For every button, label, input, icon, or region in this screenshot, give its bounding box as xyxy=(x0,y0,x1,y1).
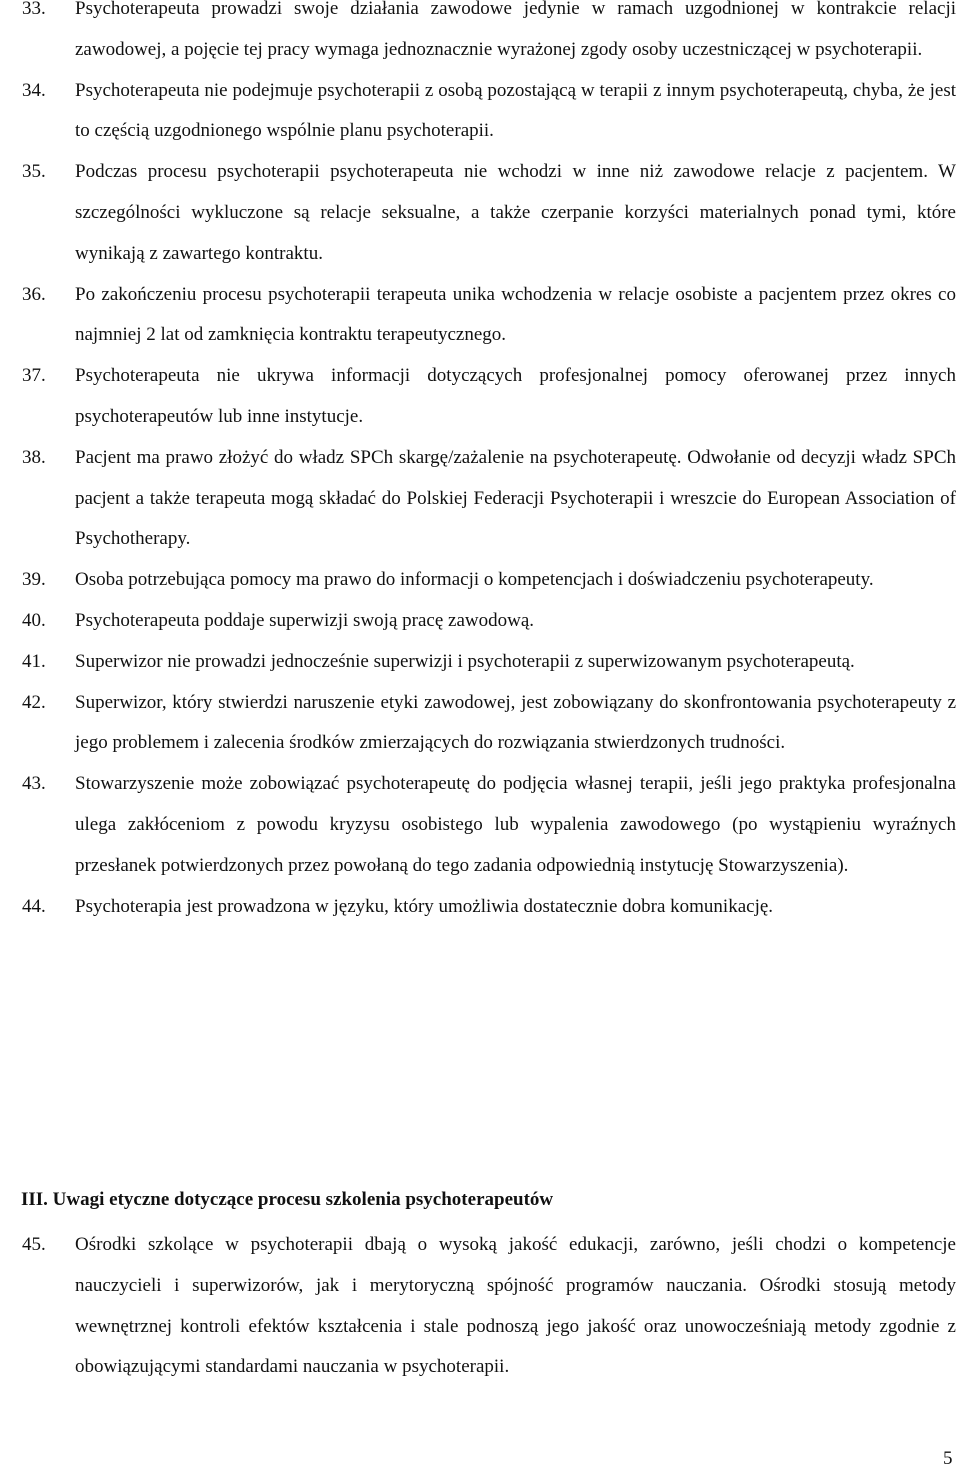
list-item xyxy=(0,560,960,601)
list-item xyxy=(0,764,960,886)
numbered-list-section-3 xyxy=(0,1225,960,1388)
page-number: 5 xyxy=(943,1448,953,1469)
list-item xyxy=(0,356,960,438)
list-item xyxy=(0,152,960,274)
item-text: Osoba potrzebująca pomocy ma prawo do informacji o kompetencjach i doświadczeniu psychoterapeuty. xyxy=(75,569,874,591)
item-number: 41. xyxy=(22,650,46,672)
item-number: 33. xyxy=(22,0,46,19)
item-number: 38. xyxy=(22,446,46,468)
item-text: Psychoterapeuta nie podejmuje psychoterapii z osobą pozostającą w terapii z innym psychoterapeutą, chyba, że jest to częścią uzgodnionego wspólnie planu psychoterapii. xyxy=(75,79,956,142)
item-number: 43. xyxy=(22,773,46,795)
list-item xyxy=(0,438,960,560)
list-item xyxy=(0,0,960,71)
item-number: 42. xyxy=(22,691,46,713)
list-item xyxy=(0,275,960,357)
item-text: Podczas procesu psychoterapii psychoterapeuta nie wchodzi w inne niż zawodowe relacje z pacjentem. W szczególności wykluczone są relacje seksualne, a także czerpanie korzyści materialnych ponad tymi, które wynikają z zawartego kontraktu. xyxy=(75,161,956,264)
item-text: Ośrodki szkolące w psychoterapii dbają o wysoką jakość edukacji, zarówno, jeśli chodzi o kompetencje nauczycieli i superwizorów, jak i merytoryczną spójność programów nauczania. Ośrodki stosują metody wewnętrznej kontroli efektów kształcenia i stale podnoszą jego jakość oraz unowocześniają metody zgodnie z obowiązującymi standardami nauczania w psychoterapii. xyxy=(75,1234,956,1378)
section-heading: III. Uwagi etyczne dotyczące procesu szkolenia psychoterapeutów xyxy=(21,1189,554,1210)
item-number: 36. xyxy=(22,283,46,305)
item-number: 44. xyxy=(22,895,46,917)
list-item xyxy=(0,683,960,765)
item-text: Stowarzyszenie może zobowiązać psychoterapeutę do podjęcia własnej terapii, jeśli jego praktyka profesjonalna ulega zakłóceniom z powodu kryzysu osobistego lub wypalenia zawodowego (po wystąpieniu wyraźnych przesłanek potwierdzonych przez powołaną do tego zadania odpowiednią instytucję Stowarzyszenia). xyxy=(75,773,956,876)
item-text: Psychoterapia jest prowadzona w języku, który umożliwia dostatecznie dobra komunikację. xyxy=(75,895,774,917)
item-text: Psychoterapeuta prowadzi swoje działania zawodowe jedynie w ramach uzgodnionej w kontrakcie relacji zawodowej, a pojęcie tej pracy wymaga jednoznacznie wyrażonej zgody osoby uczestniczącej w psychoterapii. xyxy=(75,0,956,60)
item-text: Superwizor nie prowadzi jednocześnie superwizji i psychoterapii z superwizowanym psychoterapeutą. xyxy=(75,650,855,672)
list-item xyxy=(0,642,960,683)
list-item xyxy=(0,71,960,153)
item-number: 40. xyxy=(22,609,46,631)
list-item xyxy=(0,601,960,642)
item-number: 34. xyxy=(22,79,46,101)
list-item xyxy=(0,1225,960,1388)
item-text: Psychoterapeuta nie ukrywa informacji dotyczących profesjonalnej pomocy oferowanej przez innych psychoterapeutów lub inne instytucje. xyxy=(75,365,956,427)
item-text: Pacjent ma prawo złożyć do władz SPCh skargę/zażalenie na psychoterapeutę. Odwołanie od decyzji władz SPCh pacjent a także terapeuta mogą składać do Polskiej Federacji Psychoterapii i wreszcie do European Association of Psychotherapy. xyxy=(75,446,956,550)
item-number: 45. xyxy=(22,1234,46,1255)
item-number: 37. xyxy=(22,365,46,387)
item-number: 35. xyxy=(22,161,46,183)
list-item xyxy=(0,887,960,928)
item-text: Superwizor, który stwierdzi naruszenie etyki zawodowej, jest zobowiązany do skonfrontowania psychoterapeuty z jego problemem i zalecenia środków zmierzających do rozwiązania stwierdzonych trudności. xyxy=(75,691,956,754)
item-number: 39. xyxy=(22,569,46,591)
item-text: Psychoterapeuta poddaje superwizji swoją pracę zawodową. xyxy=(75,609,534,631)
item-text: Po zakończeniu procesu psychoterapii terapeuta unika wchodzenia w relacje osobiste a pacjentem przez okres co najmniej 2 lat od zamknięcia kontraktu terapeutycznego. xyxy=(75,283,956,346)
